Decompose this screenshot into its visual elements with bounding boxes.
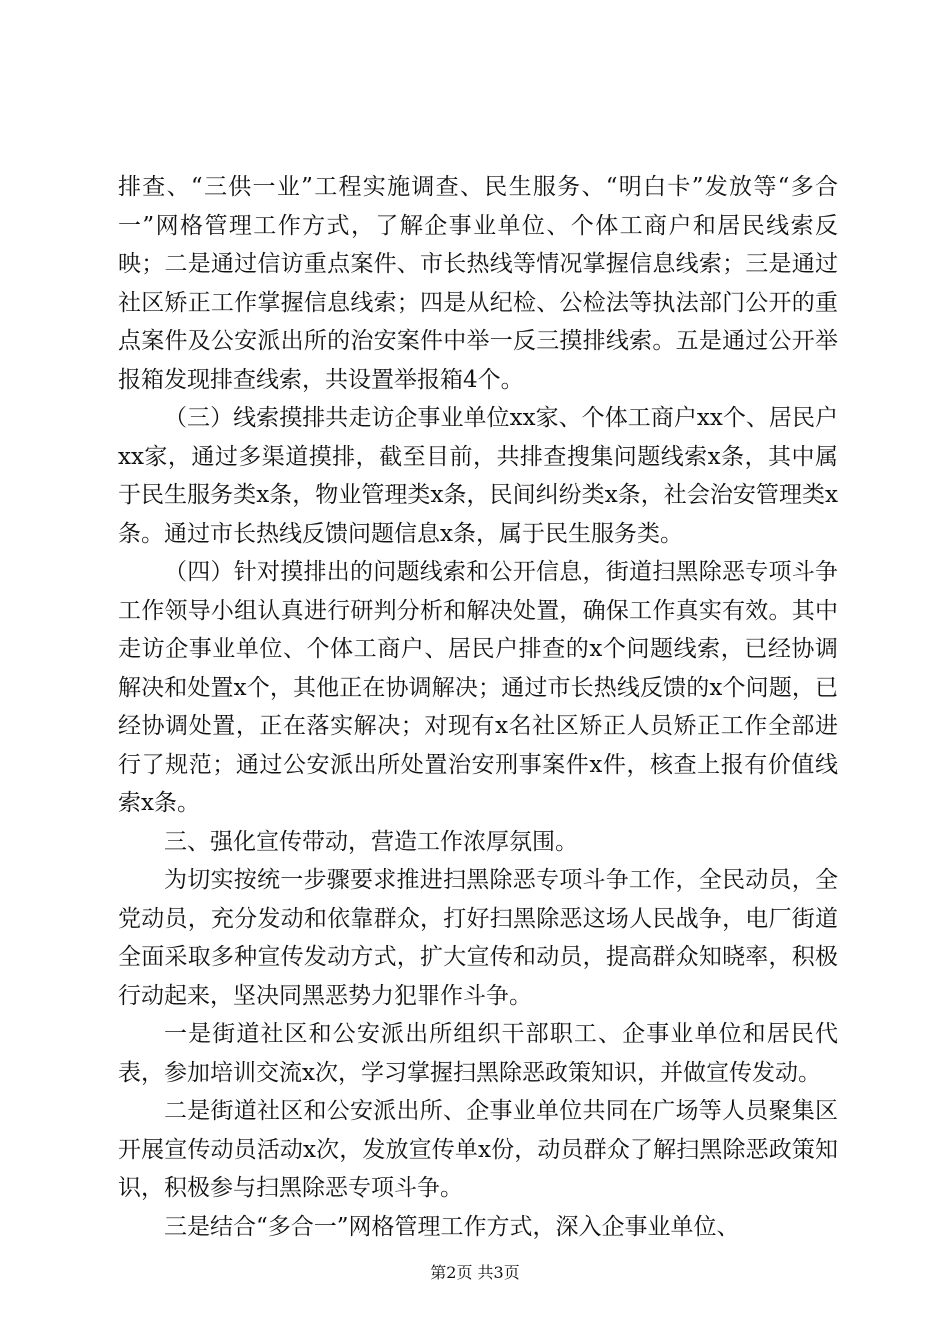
paragraph-section-4-handling: （四）针对摸排出的问题线索和公开信息，街道扫黑除恶专项斗争工作领导小组认真进行研判分析和解决处置，确保工作真实有效。其中走访企事业单位、个体工商户、居民户排查的x个问题线索，已经协调解决和处置x个，其他正在协调解决；通过市长热线反馈的x个问题，已经协调处置，正在落实解决；对现有x名社区矫正人员矫正工作全部进行了规范；通过公安派出所处置治安刑事案件x件，核查上报有价值线索x条。 xyxy=(118,559,838,816)
document-body xyxy=(118,168,838,1246)
paragraph-item-two: 二是街道社区和公安派出所、企事业单位共同在广场等人员聚集区开展宣传动员活动x次，发放宣传单x份，动员群众了解扫黑除恶政策知识，积极参与扫黑除恶专项斗争。 xyxy=(118,1098,838,1201)
paragraph-item-three: 三是结合“多合一”网格管理工作方式，深入企事业单位、 xyxy=(164,1213,740,1240)
heading-section-three: 三、强化宣传带动，营造工作浓厚氛围。 xyxy=(164,828,578,855)
paragraph-item-one: 一是街道社区和公安派出所组织干部职工、企事业单位和居民代表，参加培训交流x次，学习掌握扫黑除恶政策知识，并做宣传发动。 xyxy=(118,1021,838,1086)
paragraph-mobilization: 为切实按统一步骤要求推进扫黑除恶专项斗争工作，全民动员，全党动员，充分发动和依靠群众，打好扫黑除恶这场人民战争，电厂街道全面采取多种宣传发动方式，扩大宣传和动员，提高群众知晓率，积极行动起来，坚决同黑恶势力犯罪作斗争。 xyxy=(118,867,838,1009)
paragraph-continuation: 排查、“三供一业”工程实施调查、民生服务、“明白卡”发放等“多合一”网格管理工作方式，了解企事业单位、个体工商户和居民线索反映；二是通过信访重点案件、市长热线等情况掌握信息线索；三是通过社区矫正工作掌握信息线索；四是从纪检、公检法等执法部门公开的重点案件及公安派出所的治安案件中举一反三摸排线索。五是通过公开举报箱发现排查线索，共设置举报箱4个。 xyxy=(118,174,838,393)
paragraph-section-3-clue-survey: （三）线索摸排共走访企事业单位xx家、个体工商户xx个、居民户xx家，通过多渠道摸排，截至目前，共排查搜集问题线索x条，其中属于民生服务类x条，物业管理类x条，民间纠纷类x条，社会治安管理类x条。通过市长热线反馈问题信息x条，属于民生服务类。 xyxy=(118,405,838,547)
page-number-footer: 第2页 共3页 xyxy=(430,1263,520,1282)
